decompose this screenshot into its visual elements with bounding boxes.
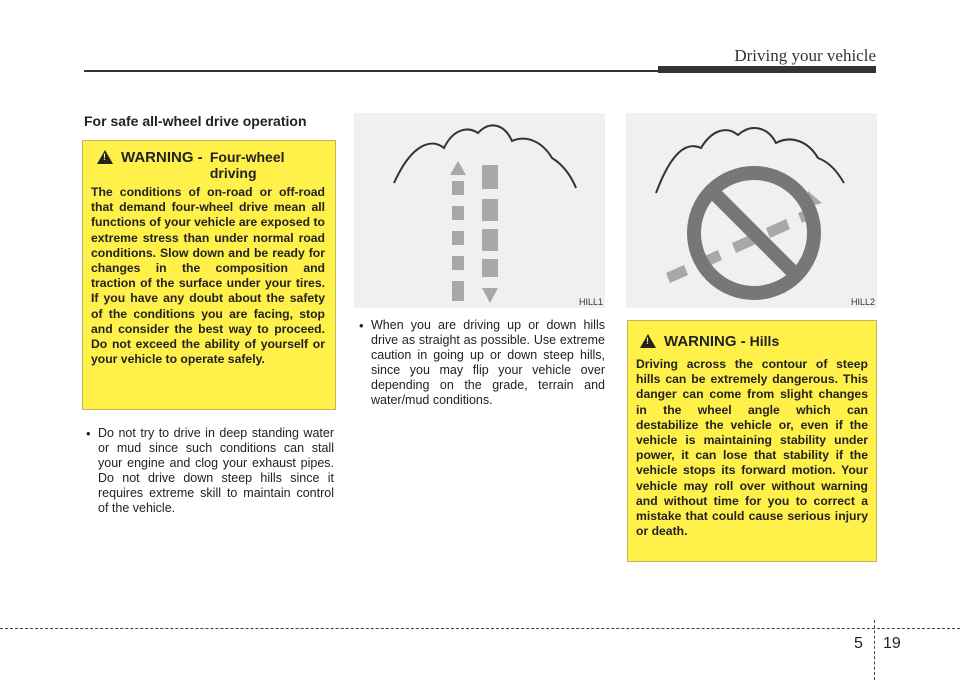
warning-label: WARNING - xyxy=(664,333,746,350)
warning-icon xyxy=(640,334,656,348)
figure-label: HILL2 xyxy=(850,297,875,307)
running-header: Driving your vehicle xyxy=(734,46,876,65)
header-rule-accent xyxy=(658,66,876,73)
bullet-marker: • xyxy=(86,426,91,441)
arrow-up-icon xyxy=(450,161,466,301)
footer-rule xyxy=(0,628,960,629)
page-number: 19 xyxy=(883,635,901,652)
figure-hill1 xyxy=(354,113,605,308)
section-title: For safe all-wheel drive operation xyxy=(84,113,307,129)
bullet-marker: • xyxy=(359,318,364,333)
warning-heading xyxy=(97,149,306,181)
warning-icon xyxy=(97,150,113,164)
footer-divider xyxy=(874,620,875,680)
warning-body: Driving across the contour of steep hills can be extremely dangerous. This danger can come from slight changes in the wheel angle which can destabilize the vehicle or, even if the vehicle is maintaining stability under power, it can lose that stability if the vehicle stops its forward motion. Your vehicle may roll over without warning and without time for you to correct a mistake that could cause serious injury or death. xyxy=(636,357,868,539)
prohibited-icon xyxy=(694,173,814,293)
warning-heading xyxy=(640,333,779,350)
chapter-number: 5 xyxy=(854,635,863,652)
warning-topic: Hills xyxy=(749,333,780,349)
hill-crosswise-prohibited-illustration xyxy=(626,113,877,308)
warning-label: WARNING - xyxy=(121,149,203,166)
warning-topic: Four-wheel driving xyxy=(209,149,285,181)
warning-body: The conditions of on-road or off-road that demand four-wheel drive mean all functions of your vehicle are exposed to extreme stress than under normal road conditions. Slow down and be ready for changes in the composition and traction of the surface under your tires. If you have any doubt about the safety of the conditions you are facing, stop and consider the best way to proceed. Do not exceed the ability of yourself or your vehicle to operate safely. xyxy=(91,185,325,367)
figure-label: HILL1 xyxy=(578,297,603,307)
arrow-down-icon xyxy=(482,165,498,303)
figure-hill2 xyxy=(626,113,877,308)
bullet-item-hills xyxy=(357,318,605,408)
hill-straight-illustration xyxy=(354,113,605,308)
bullet-text: Do not try to drive in deep standing water or mud since such conditions can stall your engine and clog your exhaust pipes. Do not drive down steep hills since it requires extreme skill to maintain control of the vehicle. xyxy=(98,426,334,515)
bullet-item-water xyxy=(84,426,334,516)
warning-box-four-wheel xyxy=(82,140,336,410)
warning-box-hills xyxy=(627,320,877,562)
bullet-text: When you are driving up or down hills drive as straight as possible. Use extreme caution in going up or down steep hills, since you may flip your vehicle over depending on the grade, terrain and water/mud conditions. xyxy=(371,318,605,407)
